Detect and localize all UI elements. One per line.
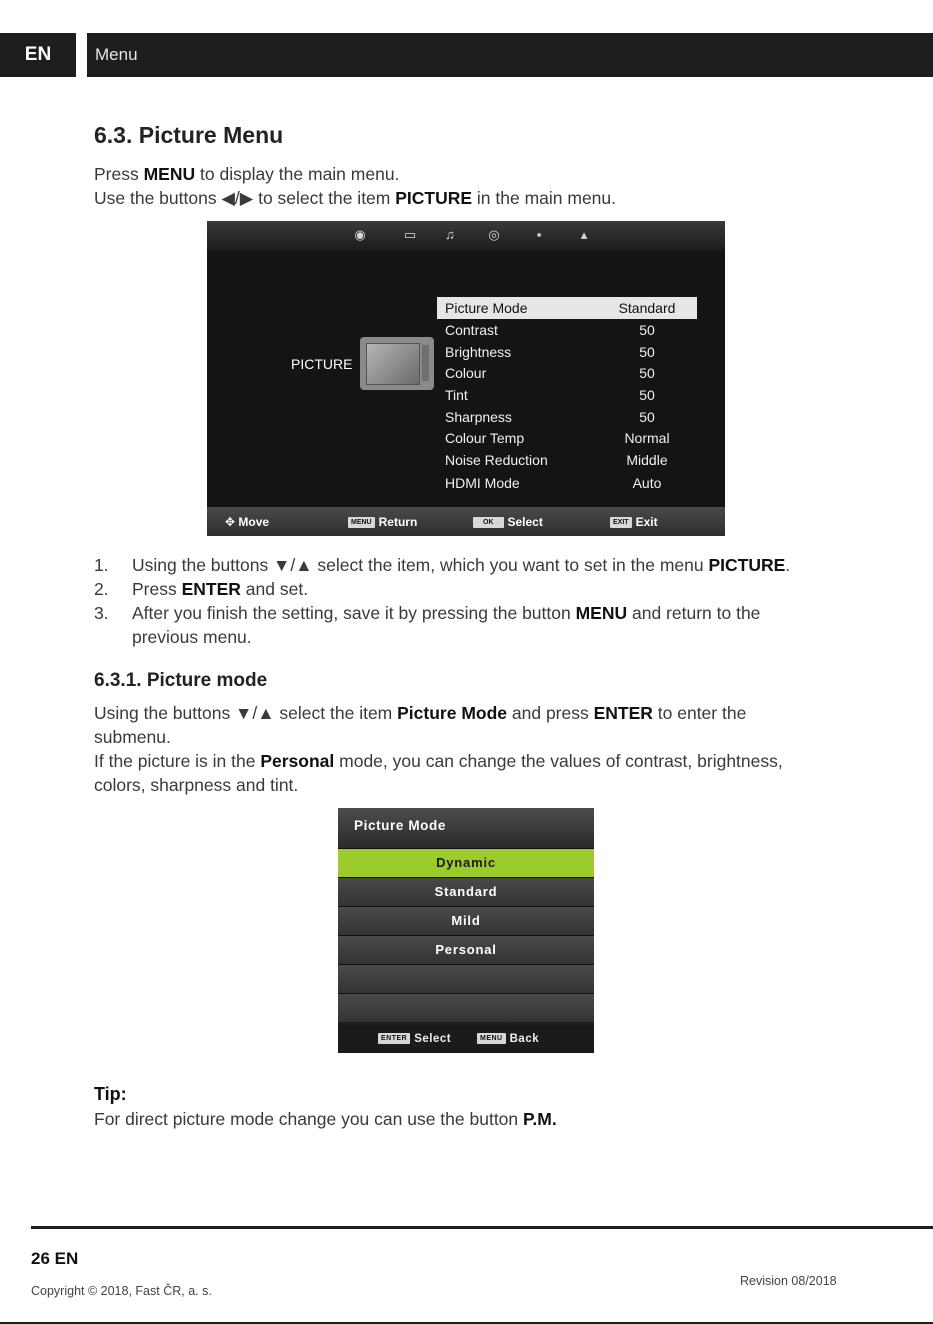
menu-key-icon: MENU [348, 517, 375, 528]
music-icon: ♫ [445, 227, 455, 242]
lock-icon: ▴ [580, 227, 588, 242]
language-badge: EN [0, 33, 76, 77]
menu-row-hdmi-mode[interactable]: HDMI Mode Auto [445, 475, 662, 491]
menu-key-icon: MENU [477, 1033, 506, 1044]
step-2: 2. Press ENTER and set. [94, 579, 309, 599]
intro-line-1: Press MENU to display the main menu. [94, 164, 400, 184]
menu-row-picture-mode[interactable]: Picture Mode Standard [437, 297, 697, 319]
ok-key-icon: OK [473, 517, 504, 528]
option-mild[interactable]: Mild [338, 906, 594, 935]
menu-row-contrast[interactable]: Contrast 50 [445, 322, 655, 338]
copyright: Copyright © 2018, Fast ČR, a. s. [31, 1284, 212, 1298]
submenu-title: Picture Mode [338, 808, 594, 848]
move-hint: ✥ Move [225, 515, 270, 529]
picture-mode-submenu [338, 808, 594, 1053]
return-hint: MENU Return [348, 515, 417, 529]
enter-key-icon: ENTER [378, 1033, 410, 1044]
menu-row-colour[interactable]: Colour 50 [445, 365, 655, 381]
select-hint: ENTER Select [378, 1033, 451, 1045]
tv-thumbnail-icon [360, 337, 434, 390]
apps-icon: ▪ [536, 227, 542, 242]
arrows-icon: ✥ [225, 515, 236, 529]
picture-category-label: PICTURE [291, 356, 353, 372]
picture-keyword: PICTURE [395, 188, 473, 208]
empty-option [338, 993, 594, 1022]
section-header: Menu [87, 33, 933, 77]
menu-keyword: MENU [143, 164, 196, 184]
option-personal[interactable]: Personal [338, 935, 594, 964]
step-3: 3. After you finish the setting, save it by pressing the button MENU and return to the previous menu. [94, 603, 761, 647]
footer-divider [31, 1226, 933, 1229]
menu-hint-bar [207, 507, 725, 536]
picture-mode-instruction-cont: submenu. [94, 727, 171, 747]
subsection-title: 6.3.1. Picture mode [94, 670, 268, 691]
menu-row-noise-reduction[interactable]: Noise Reduction Middle [445, 452, 668, 468]
submenu-hint-bar [338, 1025, 594, 1053]
menu-row-tint[interactable]: Tint 50 [445, 387, 655, 403]
option-standard[interactable]: Standard [338, 877, 594, 906]
picture-mode-instruction: Using the buttons ▼/▲ select the item Picture Mode and press ENTER to enter the [94, 703, 747, 723]
back-hint: MENU Back [477, 1033, 539, 1045]
tip-label: Tip: [94, 1084, 127, 1104]
menu-row-brightness[interactable]: Brightness 50 [445, 344, 655, 360]
personal-mode-note: If the picture is in the Personal mode, you can change the values of contrast, brightness, [94, 751, 783, 771]
intro-line-2: Use the buttons ◀/▶ to select the item PICTURE in the main menu. [94, 188, 617, 208]
clock-icon: ◎ [488, 227, 500, 242]
monitor-icon: ▭ [403, 227, 417, 242]
page-number: 26 EN [31, 1249, 79, 1268]
option-dynamic[interactable]: Dynamic [338, 848, 594, 877]
settings-icon: ◉ [354, 227, 366, 242]
exit-key-icon: EXIT [610, 517, 632, 528]
menu-tab-bar [207, 221, 725, 251]
empty-option [338, 964, 594, 993]
exit-hint: EXIT Exit [610, 515, 658, 529]
section-title: 6.3. Picture Menu [94, 122, 284, 148]
menu-row-colour-temp[interactable]: Colour Temp Normal [445, 430, 670, 446]
menu-row-sharpness[interactable]: Sharpness 50 [445, 409, 655, 425]
select-hint: OK Select [473, 515, 543, 529]
revision: Revision 08/2018 [740, 1274, 837, 1288]
picture-menu-screenshot [207, 221, 725, 536]
personal-mode-note-cont: colors, sharpness and tint. [94, 775, 299, 795]
step-1: 1. Using the buttons ▼/▲ select the item, which you want to set in the menu PICTURE. [94, 555, 791, 575]
tip-text: For direct picture mode change you can use the button P.M. [94, 1109, 557, 1129]
